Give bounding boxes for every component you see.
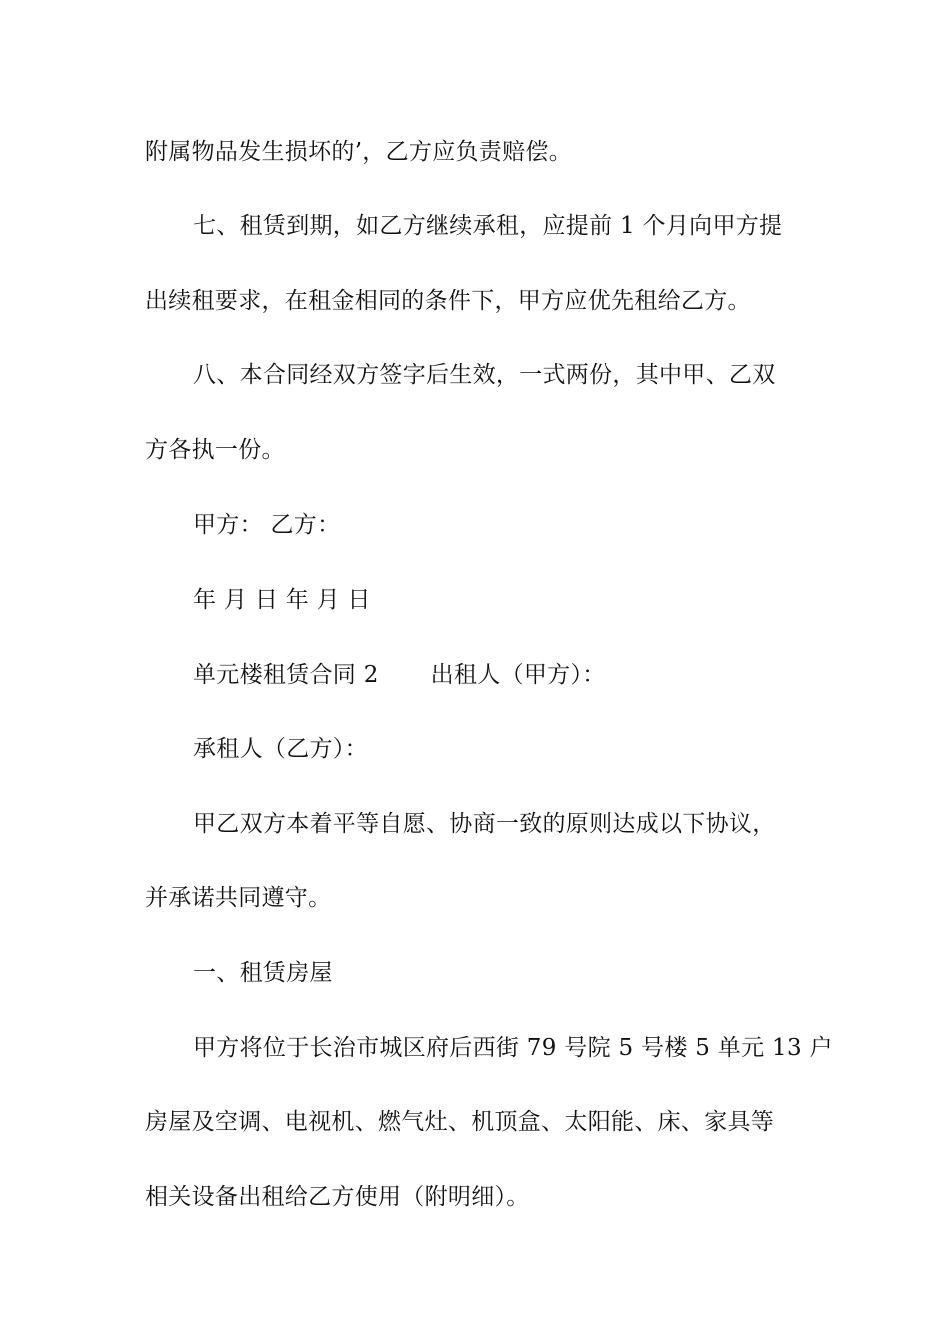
- agreement-intro-line-1: 甲乙双方本着平等自愿、协商一致的原则达成以下协议，: [193, 811, 776, 837]
- lessor-label: 出租人（甲方）：: [430, 662, 606, 688]
- contract-title: 单元楼租赁合同 2: [193, 662, 379, 688]
- property-line-1: 甲方将位于长治市城区府后西街 79 号院 5 号楼 5 单元 13 户: [193, 1035, 833, 1061]
- lessee-label: 承租人（乙方）：: [193, 736, 368, 762]
- clause-eight-line-2: 方各执一份。: [145, 437, 285, 463]
- paragraph-line: 附属物品发生损坏的’，乙方应负责赔偿。: [145, 139, 573, 165]
- clause-seven-line-2: 出续租要求，在租金相同的条件下，甲方应优先租给乙方。: [145, 288, 751, 314]
- signature-parties: 甲方： 乙方：: [193, 512, 341, 538]
- property-line-3: 相关设备出租给乙方使用（附明细）。: [145, 1184, 530, 1210]
- signature-dates: 年 月 日 年 月 日: [193, 587, 371, 613]
- clause-eight-line-1: 八、本合同经双方签字后生效，一式两份，其中甲、乙双: [193, 362, 776, 388]
- agreement-intro-line-2: 并承诺共同遵守。: [145, 885, 332, 911]
- contract-title-row: [193, 660, 863, 690]
- clause-seven-line-1: 七、租赁到期，如乙方继续承租，应提前 1 个月向甲方提: [193, 213, 783, 239]
- property-line-2: 房屋及空调、电视机、燃气灶、机顶盒、太阳能、床、家具等: [145, 1109, 775, 1135]
- section-heading-rental-property: 一、租赁房屋: [193, 960, 333, 986]
